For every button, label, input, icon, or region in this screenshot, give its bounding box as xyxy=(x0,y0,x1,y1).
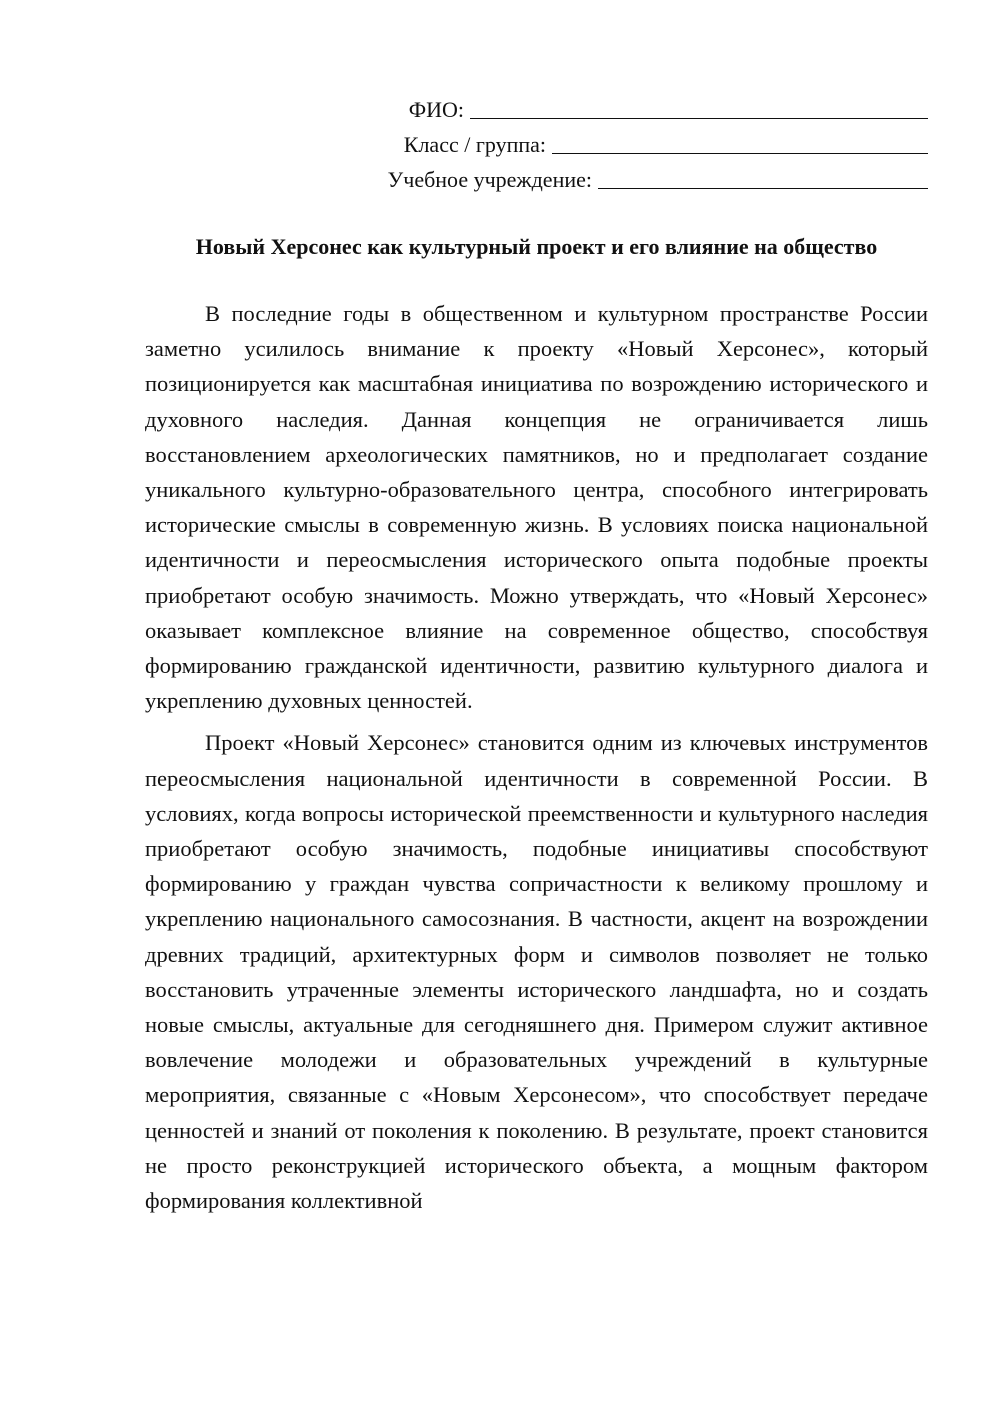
school-row xyxy=(308,160,928,195)
school-label: Учебное учреждение: xyxy=(387,167,592,192)
student-info-block xyxy=(308,90,928,195)
fio-blank-line xyxy=(470,92,928,119)
fio-label: ФИО: xyxy=(408,97,464,122)
paragraph: В последние годы в общественном и культурном пространстве России заметно усилилось внимание к проекту «Новый Херсонес», который позиционируется как масштабная инициатива по возрождению исторического и духовного наследия. Данная концепция не ограничивается лишь восстановлением археологических памятников, но и предполагает создание уникального культурно-образовательного центра, способного интегрировать исторические смыслы в современную жизнь. В условиях поиска национальной идентичности и переосмысления исторического опыта подобные проекты приобретают особую значимость. Можно утверждать, что «Новый Херсонес» оказывает комплексное влияние на современное общество, способствуя формированию гражданской идентичности, развитию культурного диалога и укреплению духовных ценностей. xyxy=(145,301,928,714)
class-row xyxy=(308,125,928,160)
document-body xyxy=(145,296,928,1218)
document-title: Новый Херсонес как культурный проект и его влияние на общество xyxy=(195,234,878,259)
fio-row xyxy=(308,90,928,125)
school-blank-line xyxy=(598,162,928,189)
class-blank-line xyxy=(552,127,928,154)
class-label: Класс / группа: xyxy=(403,132,546,157)
paragraph: Проект «Новый Херсонес» становится одним из ключевых инструментов переосмысления национальной идентичности в современной России. В условиях, когда вопросы исторической преемственности и культурного наследия приобретают особую значимость, подобные инициативы способствуют формированию у граждан чувства сопричастности к великому прошлому и укреплению национального самосознания. В частности, акцент на возрождении древних традиций, архитектурных форм и символов позволяет не только восстановить утраченные элементы исторического ландшафта, но и создать новые смыслы, актуальные для сегодняшнего дня. Примером служит активное вовлечение молодежи и образовательных учреждений в культурные мероприятия, связанные с «Новым Херсонесом», что способствует передаче ценностей и знаний от поколения к поколению. В результате, проект становится не просто реконструкцией исторического объекта, а мощным фактором формирования коллективной xyxy=(145,730,928,1214)
